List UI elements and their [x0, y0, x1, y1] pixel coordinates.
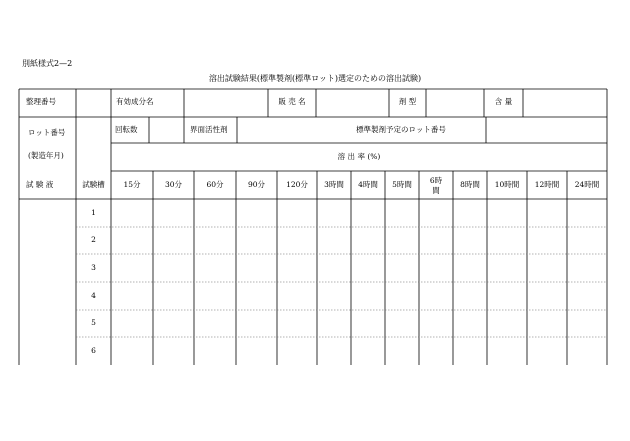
- label-kaimen-kasseizai: 界面活性剤: [190, 125, 228, 134]
- label-standard-lot: 標準製剤予定のロット番号: [356, 125, 446, 134]
- label-ganryo: 含 量: [494, 97, 513, 106]
- time-col-header: 4時間: [358, 180, 378, 189]
- time-col-header: 12時間: [534, 180, 560, 189]
- vessel-number: 4: [91, 291, 96, 300]
- label-zaikei: 剤 型: [398, 97, 417, 106]
- time-col-header: 10時間: [494, 180, 520, 189]
- vessel-number: 3: [91, 263, 96, 272]
- document-title: 溶出試験結果(標準製剤(標準ロット)選定のための溶出試験): [208, 74, 422, 83]
- label-lot-bango: ロット番号: [28, 128, 66, 137]
- time-col-header: 8時間: [460, 180, 480, 189]
- time-col-header: 30分: [164, 180, 183, 189]
- label-seiri-bango: 整理番号: [26, 97, 56, 106]
- label-kaitensu: 回転数: [115, 125, 138, 134]
- label-dissolution-rate: 溶 出 率 (%): [337, 152, 381, 161]
- time-col-header: 6時間: [429, 176, 443, 195]
- label-shikeneki: 試 験 液: [26, 180, 54, 189]
- time-col-header: 60分: [206, 180, 224, 189]
- form-label: 別紙様式2—2: [22, 59, 73, 68]
- label-hanbai-mei: 販 売 名: [278, 97, 306, 106]
- vessel-number: 5: [91, 318, 96, 327]
- label-seizo-nengetsu: (製造年月): [28, 151, 64, 160]
- label-yuko-seibun: 有効成分名: [116, 97, 154, 106]
- time-col-header: 15分: [123, 180, 141, 189]
- vessel-number: 2: [91, 235, 96, 244]
- vessel-number: 6: [91, 346, 96, 355]
- label-shikenso: 試験槽: [82, 180, 105, 189]
- time-col-header: 90分: [247, 180, 266, 189]
- time-col-header: 5時間: [392, 180, 412, 189]
- time-col-header: 3時間: [324, 180, 344, 189]
- vessel-number: 1: [91, 208, 96, 217]
- time-col-header: 120分: [286, 180, 308, 189]
- time-col-header: 24時間: [574, 180, 600, 189]
